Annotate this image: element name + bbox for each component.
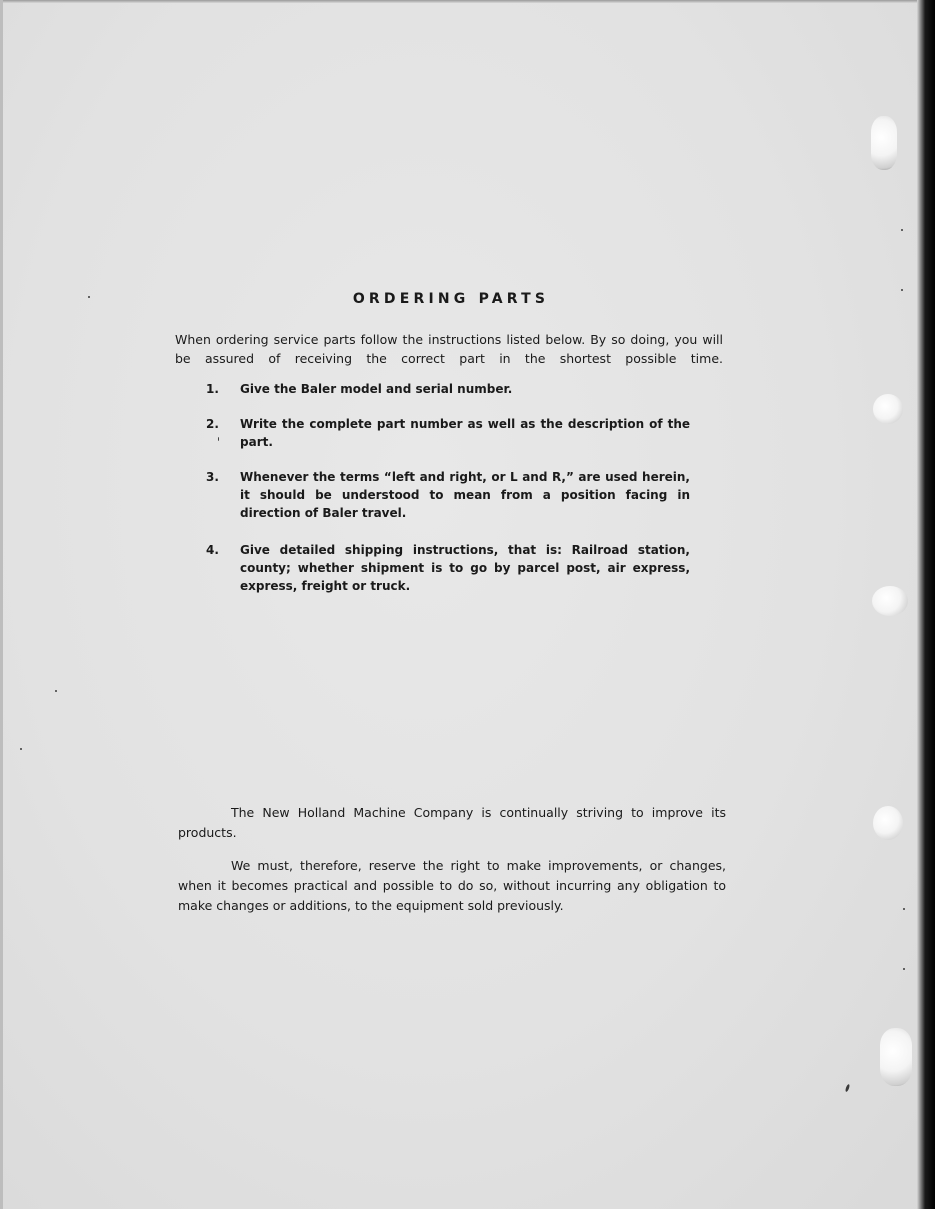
list-item: [206, 541, 690, 595]
page-top-edge: [0, 0, 935, 3]
list-item-text: Give the Baler model and serial number.: [240, 382, 513, 396]
binder-hole: [872, 586, 908, 616]
binder-hole: [873, 394, 903, 424]
reservation-paragraph: [178, 856, 726, 916]
binder-hole: [880, 1028, 912, 1086]
page-title: ORDERING PARTS: [352, 291, 550, 307]
binder-hole: [873, 806, 903, 840]
scan-speck: [903, 968, 905, 970]
list-item: [206, 415, 690, 451]
scan-speck: [20, 748, 22, 750]
binder-hole: [871, 116, 897, 170]
list-item-number: 4.: [206, 543, 219, 557]
scan-speck: [903, 908, 905, 910]
list-item-number: 2.: [206, 417, 219, 431]
list-item-number: 3.: [206, 470, 219, 484]
list-item-text: Whenever the terms “left and right, or L and R,” are used herein, it should be understood to mean from a position facing in direction of Baler travel.: [240, 470, 690, 520]
scan-speck: [55, 690, 57, 692]
page-right-edge: [917, 0, 935, 1209]
improvement-text: The New Holland Machine Company is continually striving to improve its products.: [178, 805, 726, 840]
scan-speck: [845, 1084, 851, 1093]
page-left-edge: [0, 0, 3, 1209]
list-item: [206, 380, 690, 398]
scan-speck: [901, 229, 903, 231]
list-item-text: Give detailed shipping instructions, that is: Railroad station, county; whether shipment is to go by parcel post, air express, express, freight or truck.: [240, 543, 690, 593]
list-item-number: 1.: [206, 382, 219, 396]
intro-paragraph: When ordering service parts follow the instructions listed below. By so doing, you will be assured of receiving the correct part in the shortest possible time.: [175, 332, 723, 366]
list-item-text: Write the complete part number as well as the description of the part.: [240, 417, 690, 449]
improvement-paragraph: [178, 803, 726, 843]
list-item: [206, 468, 690, 522]
reservation-text: We must, therefore, reserve the right to make improvements, or changes, when it becomes practical and possible to do so, without incurring any obligation to make changes or additions, to the equipment sold previously.: [178, 858, 726, 913]
